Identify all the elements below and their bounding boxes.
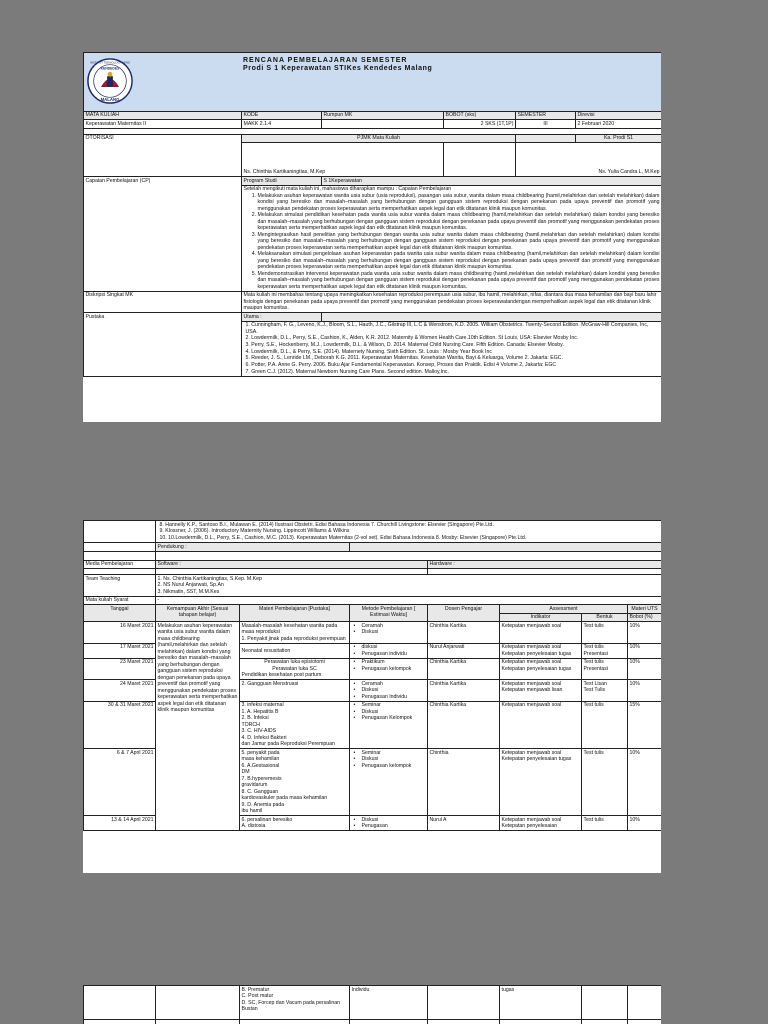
course-name: Keperawatan Maternitas II — [84, 120, 242, 129]
pustaka-row: Pustaka Utama : — [84, 313, 662, 322]
revision-date: 2 Februari 2020 — [576, 120, 662, 129]
course-credits: 2 SKS (1T,1P) — [444, 120, 516, 129]
schedule-row: B. Prematur C. Post matur D. SC, Forcep dan Vacum pada persalinan Bustan Individu tugas — [84, 986, 662, 1020]
rps-continuation-table: 8. Hannelly K.P., Santoso B.I., Mulawan E. (2014) Ilustrasi Obstetri. Edisi Bahasa Indonesia 7. Churchill Livingstone: Elsevier (Singapore) Pte.Ltd. 9. Klossner, J. (2006). Introductory Maternity Nursing. Lippincott Williams & Wilkins 10. 10.Lowdermilk, D.L., Perry, S.E., Cashion, M.C. (2013). Keperawatan Maternitas (2-vol set). Edisi Bahasa Indonesia 8. Mosby: Elsevier (Singapore) Pte.Ltd. Pendukung : Media Pembelajaran Software : Hardware : Team Teaching 1. Ns. Chinthia Kartikaningtias, S.Kep. M.Kep 2. NS Nurul Anjarwati, Sp.An 3. Nikmatin, SST, M.M.Kes Mata kuliah Syarat - Tanggal Kemampuan Akhir (Sesuai tahapan belajar) Materi Pembelajaran [Pustaka] Metode Pembelajaran [ Estimasi Waktu] Dosen Pengajar Assessment Materi UTS Indikator Bentuk Bobot (%) 16 Maret 2021 Melakukan asuhan keperawatan wanita usia subur wanita dalam masa childbearing (hamil,melahirkan dan setelah melahirkan) dalam kondisi yang beresiko dan masalah–masalah yang berhubungan dengan gangguan sistem reproduksi dengan penekanan pada upaya preventif dan promotif yang menggunakan pendekatan proses keperawatan serta memperhatikan aspek legal dan etik ditatanan klinik maupun komunitas Masalah-masalah kesehatan wanita pada masa reproduksi 1. Penyakit jinak pada reproduksi perempuan • Ceramah • Diskusi Chinthia Kartika Ketepatan menjawab soal Test tulis 10% 17 Maret 2021 Neonatal resusitation • diskusi • Penugasan individu Nurul Anjarwati Ketepatan menjawab soal Ketepatan penyelesaian tugas Test tulis Presentasi 10% 23 Maret 2021 Perawatan luka episiotomi Perawatan luka SC Pendidikan kesehatan post partum • Praktikum • Penugasan kelompok Chinthia Kartika Ketepatan menjawab soal Ketepatan penyelesaian tugas Test tulis Presentasi 10% 24 Maret 2021 2. Gangguan Menstruasi • Ceramah • Diskusi • Penugasan Individu Chinthia Kartika Ketepatan menjawab soal Ketepatan menjawab lisan Test Lisan Test Tulis 10% 30 & 31 Maret 2021 3. infeksi maternal 1. A. Hepatitis B 2. B. Infeksi TORCH 3. C. HIV-AIDS 4. D. Infeksi Bakteri dan Jamur pada Reproduksi Perempuan • Seminar • Diskusi • Penugasan Kelompok Chinthia Kartika Ketepatan menjawab soal Test tulis 15% 6 & 7 April 2021 5. penyakit pada masa kehamilan 6. A.Gestasional DM 7. B.hyperemesis gravidarum 8. C. Gangguan kardiovaskuler pada masa kehamilan 9. D. Anemia pada ibu hamil • Seminar • Diskusi • Penugasan kelompok Chinthia Ketepatan menjawab soal Ketepatan penyelesaian tugas Test tulis 10% 13 & 14 April 2021 6. persalinan beresiko A. distosia • Diskusi • Penugasan Nurul A Ketepatan menjawab soal Ketepatan penyelesaian Test tulis 10% — [83, 520, 661, 831]
reference-item: 5. Reeder, J. S., Lenride LM., Deborah K.G. 2011. Keperawatan Maternitas. Kesehatan Wanita, Bayi & Keluarga, Volume 2. Jakarta: EGC. — [245, 355, 563, 362]
description-row: Diskripsi Singkat MK Mata kuliah ini membahas tentang upaya meningkatkan kesehatan reproduksi perempuan usia subur, ibu hamil, melahirkan, nifas, diantara dua masa kehamilan dan bayi baru lahir fisiologis dengan penekanan pada upaya preventif dan promotif yang menggunakan pendekatan proses keperawatandengan memperhatikan aspek legal dan etik ditatanan klinik maupun komunitas. — [84, 291, 662, 313]
cp-item: 4. Melaksanakan simulasi pengelolaan asuhan keperawatan pada wanita usia subur wanita dalam masa childbearing (hamil,melahirkan dan setelah melahirkan) dalam kondisi yang beresiko dan masalah–masalah yang berhubungan dengan gangguan sistem reproduksi dengan penekanan pada upaya preventif dan promotif yang menggunakan pendekatan proses keperawatan serta memperhatikan aspek legal dan etik ditatanan klinik maupun komunitas. — [258, 251, 660, 271]
document-page-2 — [83, 520, 661, 873]
document-title: RENCANA PEMBELAJARAN SEMESTER — [243, 56, 408, 64]
document-page-3 — [83, 985, 661, 1024]
reference-item: 2. Lowdermilk, D.L., Perry, S.E., Cashion, K., Alden, K.R. 2012. Maternity & Women Health Care.10th Edition. St Louis, USA: Elsevier Mosby Inc. — [245, 335, 579, 342]
otorisasi-label: OTORISASI — [84, 134, 242, 177]
reference-item: 8. Hannelly K.P., Santoso B.I., Mulawan E. (2014) Ilustrasi Obstetri. Edisi Bahasa Indonesia 7. Churchill Livingstone: Elsevier (Singapore) Pte.Ltd. — [159, 521, 494, 528]
cp-item: 5. Mendemonstrasikan intervensi keperawatan pada wanita usia subur wanita dalam masa childbearing (hamil,melahirkan dan setelah melahirkan) dalam kondisi yang beresiko dan masalah–masalah yang berhubungan dengan gangguan sistem reproduksi dengan penekanan pada upaya preventif dan promotif yang menggunakan pendekatan proses keperawatan serta memperhatikan aspek legal dan etik ditatanan klinik maupun komunitas. — [258, 271, 660, 291]
course-description: Mata kuliah ini membahas tentang upaya meningkatkan kesehatan reproduksi perempuan usia subur, ibu hamil, melahirkan, nifas, diantara dua masa kehamilan dan bayi baru lahir fisiologis dengan penekanan pada upaya preventif dan promotif yang menggunakan pendekatan proses keperawatandengan memperhatikan aspek legal dan etik ditatanan klinik maupun komunitas. — [242, 291, 662, 313]
pjmk-signatory: Ns. Chinthia Kartikaningtias, M.Kep — [242, 143, 444, 177]
reference-list — [244, 322, 660, 375]
schedule-subheader-row: Indikator Bentuk Bobot (%) — [84, 613, 662, 622]
reference-item: 10. 10.Lowdermilk, D.L., Perry, S.E., Cashion, M.C. (2013). Keperawatan Maternitas (2-vol set). Edisi Bahasa Indonesia 8. Mosby: Elsevier (Singapore) Pte.Ltd. — [159, 534, 527, 541]
otorisasi-row: OTORISASI PJMK Mata Kuliah Ka. Prodi S1 — [84, 134, 662, 143]
svg-text:INSTITUT TEKNOLOGI SAINS: INSTITUT TEKNOLOGI SAINS — [89, 60, 130, 65]
reference-item: 9. Klossner, J. (2006). Introductory Maternity Nursing. Lippincott Williams & Wilkins — [159, 528, 350, 535]
schedule-row: 24 Maret 2021 2. Gangguan Menstruasi • Ceramah • Diskusi • Penugasan Individu Chinthia Kartika Ketepatan menjawab soal Ketepatan menjawab lisan Test Lisan Test Tulis 10% — [84, 680, 662, 702]
schedule-row: 16 Maret 2021 Melakukan asuhan keperawatan wanita usia subur wanita dalam masa childbearing (hamil,melahirkan dan setelah melahirkan) dalam kondisi yang beresiko dan masalah–masalah yang berhubungan dengan gangguan sistem reproduksi dengan penekanan pada upaya preventif dan promotif yang menggunakan pendekatan proses keperawatan serta memperhatikan aspek legal dan etik ditatanan klinik maupun komunitas Masalah-masalah kesehatan wanita pada masa reproduksi 1. Penyakit jinak pada reproduksi perempuan • Ceramah • Diskusi Chinthia Kartika Ketepatan menjawab soal Test tulis 10% — [84, 622, 662, 644]
reference-item: 7. Green C.J. (2012). Maternal Newborn Nursing Care Plans. Second edition. Malloy,Inc. — [245, 368, 449, 375]
reference-item: 6. Potter, P.A. Anne G. Perry. 2006. Buku Ajar Fundamental Keperawatan. Konsep, Proses dan Praktik. Edisi 4 Volume 2, Jakarta: EGC — [245, 361, 557, 368]
kemampuan-akhir: Melakukan asuhan keperawatan wanita usia subur wanita dalam masa childbearing (hamil,melahirkan dan setelah melahirkan) dalam kondisi yang beresiko dan masalah–masalah yang berhubungan dengan gangguan sistem reproduksi dengan penekanan pada upaya preventif dan promotif yang menggunakan pendekatan proses keperawatan serta memperhatikan aspek legal dan etik ditatanan klinik maupun komunitas — [156, 622, 240, 831]
cp-list — [244, 193, 660, 291]
schedule-row: 6 & 7 April 2021 5. penyakit pada masa kehamilan 6. A.Gestasional DM 7. B.hyperemesis gravidarum 8. C. Gangguan kardiovaskuler pada masa kehamilan 9. D. Anemia pada ibu hamil • Seminar • Diskusi • Penugasan kelompok Chinthia Ketepatan menjawab soal Ketepatan penyelesaian tugas Test tulis 10% — [84, 749, 662, 816]
reference-item: 1. Cunningham, F. G., Leveno, K.J., Bloom, S.L., Hauth, J.C., Gilstrap III, L.C & Wenstrom, K.D. 2005. William Obstetrics. Twenty-Second Edition. McGraw-Hill Companies, Inc, USA. — [245, 322, 649, 335]
course-semester: III — [516, 120, 576, 129]
kaprodi-signatory: Ns. Yulia Candra L, M.Kep — [516, 143, 662, 177]
cp-item: 3. Mengintegrasikan hasil penelitian yang berhubungan dengan wanita usia subur wanita dalam masa childbearing (hamil,melahirkan dan setelah melahirkan) dalam kondisi yang beresiko dan masalah–masalah yang berhubungan dengan gangguan sistem reproduksi dengan penekanan pada upaya preventif dan promotif yang menggunakan pendekatan proses keperawatan serta memperhatikan aspek legal dan etik ditatanan klinik maupun komunitas. — [258, 232, 660, 252]
course-header-row: MATA KULIAH KODE Rumpun MK BOBOT (sks) SEMESTER Direvisi — [84, 111, 662, 120]
cp-row: Capaian Pembelajaran (CP) Program Studi S 1Keperawatan — [84, 177, 662, 186]
reference-item: 4. Lowdermilk, D.L., & Perry, S.E. (2014). Maternety Nursing. Sixth Edition. St. Louis : Mosby Year Book Inc — [245, 348, 492, 355]
cp-item: 1. Melakukan asuhan keperawatan wanita usia subur (usia reproduksi), pasangan usia subur, wanita dalam masa childbearing (hamil,melahirkan dan setelah melahirkan) dalam kondisi yang beresiko dan masalah–masalah yang berhubungan dengan gangguan sistem reproduksi dengan penekanan pada upaya preventif dan promotif yang menggunakan pendekatan proses keperawatan serta memperhatikan aspek legal dan etik ditatanan klinik maupun komunitas. — [258, 193, 660, 213]
course-values-row — [84, 120, 662, 129]
schedule-continuation-table — [83, 985, 661, 1024]
document-page-1 — [83, 52, 661, 422]
team-member: 2. NS Nurul Anjarwati, Sp.An — [157, 582, 224, 589]
schedule-row: 17 Maret 2021 Neonatal resusitation • diskusi • Penugasan individu Nurul Anjarwati Ketepatan menjawab soal Ketepatan penyelesaian tugas Test tulis Presentasi 10% — [84, 643, 662, 658]
schedule-row: 30 & 31 Maret 2021 3. infeksi maternal 1. A. Hepatitis B 2. B. Infeksi TORCH 3. C. HIV-AIDS 4. D. Infeksi Bakteri dan Jamur pada Reproduksi Perempuan • Seminar • Diskusi • Penugasan Kelompok Chinthia Kartika Ketepatan menjawab soal Test tulis 15% — [84, 701, 662, 749]
svg-text:MALANG: MALANG — [100, 96, 119, 102]
schedule-header-row: Tanggal Kemampuan Akhir (Sesuai tahapan belajar) Materi Pembelajaran [Pustaka] Metode Pembelajaran [ Estimasi Waktu] Dosen Pengajar Assessment Materi UTS — [84, 605, 662, 614]
document-subtitle: Prodi S 1 Keperawatan STIKes Kendedes Malang — [243, 65, 433, 73]
course-code: MAKK 2.1.4 — [242, 120, 322, 129]
rps-header-table: INSTITUT TEKNOLOGI SAINS KENDEDES MALANG RENCANA PEMBELAJARAN SEMESTER Prodi S 1 Keperawatan STIKes Kendedes Malang MATA KULIAH KODE Rumpun MK BOBOT (sks) SEMESTER Direvisi Keperawatan Maternitas II MAKK 2.1.4 2 SKS (1T,1P) III 2 Februari 2020 OTORISASI PJMK Mata Kuliah Ka. Prodi S1 Ns. Chinthia Kartikaningtias, M.Kep Ns. Yulia Candra L, M.Kep Capaian Pembelajaran (CP) Program Studi S 1Keperawatan Setelah mengikuti mata kuliah ini, mahasiswa diharapkan mampu : Capaian Pembelajaran 1. Melakukan asuhan keperawatan wanita usia subur (usia reproduksi), pasangan usia subur, wanita dalam masa childbearing (hamil,melahirkan dan setelah melahirkan) dalam kondisi yang beresiko dan masalah–masalah yang berhubungan dengan gangguan sistem reproduksi dengan penekanan pada upaya preventif dan promotif yang menggunakan pendekatan proses keperawatan serta memperhatikan aspek legal dan etik ditatanan klinik maupun komunitas. 2. Melakukan simulasi pendidikan kesehatan pada wanita usia subur wanita dalam masa childbearing (hamil,melahirkan dan setelah melahirkan) dalam kondisi yang beresiko dan masalah–masalah yang berhubungan dengan gangguan sistem reproduksi dengan penekanan pada upaya preventif dan promotif yang menggunakan pendekatan proses keperawatan serta memperhatikan aspek legal dan etik ditatanan klinik maupun komunitas. 3. Mengintegrasikan hasil penelitian yang berhubungan dengan wanita usia subur wanita dalam masa childbearing (hamil,melahirkan dan setelah melahirkan) dalam kondisi yang beresiko dan masalah–masalah yang berhubungan dengan gangguan sistem reproduksi dengan penekanan pada upaya preventif dan promotif yang menggunakan pendekatan proses keperawatan serta memperhatikan aspek legal dan etik ditatanan klinik maupun komunitas. 4. Melaksanakan simulasi pengelolaan asuhan keperawatan pada wanita usia subur wanita dalam masa childbearing (hamil,melahirkan dan setelah melahirkan) dalam kondisi yang beresiko dan masalah–masalah yang berhubungan dengan gangguan sistem reproduksi dengan penekanan pada upaya preventif dan promotif yang menggunakan pendekatan proses keperawatan serta memperhatikan aspek legal dan etik ditatanan klinik maupun komunitas. 5. Mendemonstrasikan intervensi keperawatan pada wanita usia subur wanita dalam masa childbearing (hamil,melahirkan dan setelah melahirkan) dalam kondisi yang beresiko dan masalah–masalah yang berhubungan dengan gangguan sistem reproduksi dengan penekanan pada upaya preventif dan promotif yang menggunakan pendekatan proses keperawatan serta memperhatikan aspek legal dan etik ditatanan klinik maupun komunitas. Diskripsi Singkat MK Mata kuliah ini membahas tentang upaya meningkatkan kesehatan reproduksi perempuan usia subur, ibu hamil, melahirkan, nifas, diantara dua masa kehamilan dan bayi baru lahir fisiologis dengan penekanan pada upaya preventif dan promotif yang menggunakan pendekatan proses keperawatandengan memperhatikan aspek legal dan etik ditatanan klinik maupun komunitas. Pustaka Utama : 1. Cunningham, F. G., Leveno, K.J., Bloom, S.L., Hauth, J.C., Gilstrap III, L.C & Wenstrom, K.D. 2005. William Obstetrics. Twenty-Second Edition. McGraw-Hill Companies, Inc, USA. 2. Lowdermilk, D.L., Perry, S.E., Cashion, K., Alden, K.R. 2012. Maternity & Women Health Care.10th Edition. St Louis, USA: Elsevier Mosby Inc. 3. Perry, S.E., Hockenberry, M.J., Lowdermilk, D.L. & Wilson, D. 2014. Maternal Child Nursing Care. Fifth Edition. Canada: Elsevier Mosby. 4. Lowdermilk, D.L., & Perry, S.E. (2014). Maternety Nursing. Sixth Edition. St. Louis : Mosby Year Book Inc 5. Reeder, J. S., Lenride LM., Deborah K.G. 2011. Keperawatan Maternitas. Kesehatan Wanita, Bayi & Keluarga, Volume 2. Jakarta: EGC. 6. Potter, P.A. Anne G. Perry. 2006. Buku Ajar Fundamental Keperawatan. Konsep, Proses dan Praktik. Edisi 4 Volume 2, Jakarta: EGC 7. Green C.J. (2012). Maternal Newborn Nursing Care Plans. Second edition. Malloy,Inc. — [83, 52, 661, 377]
syarat-row: Mata kuliah Syarat - — [84, 596, 662, 605]
kendedes-seal-logo — [86, 57, 134, 105]
team-teaching-row: Team Teaching 1. Ns. Chinthia Kartikaningtias, S.Kep. M.Kep 2. NS Nurul Anjarwati, Sp.An 3. Nikmatin, SST, M.M.Kes — [84, 575, 662, 597]
svg-text:KENDEDES: KENDEDES — [100, 65, 119, 70]
schedule-row: 23 Maret 2021 Perawatan luka episiotomi Perawatan luka SC Pendidikan kesehatan post partum • Praktikum • Penugasan kelompok Chinthia Kartika Ketepatan menjawab soal Ketepatan penyelesaian tugas Test tulis Presentasi 10% — [84, 658, 662, 680]
cp-item: 2. Melakukan simulasi pendidikan kesehatan pada wanita usia subur wanita dalam masa childbearing (hamil,melahirkan dan setelah melahirkan) dalam kondisi yang beresiko dan masalah–masalah yang berhubungan dengan gangguan sistem reproduksi dengan penekanan pada upaya preventif dan promotif yang menggunakan pendekatan proses keperawatan serta memperhatikan aspek legal dan etik ditatanan klinik maupun komunitas. — [258, 212, 660, 232]
reference-item: 3. Perry, S.E., Hockenberry, M.J., Lowdermilk, D.L. & Wilson, D. 2014. Maternal Child Nursing Care. Fifth Edition. Canada: Elsevier Mosby. — [245, 341, 564, 348]
team-member: 1. Ns. Chinthia Kartikaningtias, S.Kep. M.Kep — [157, 575, 262, 582]
team-member: 3. Nikmatin, SST, M.M.Kes — [157, 588, 220, 595]
schedule-row: 13 & 14 April 2021 6. persalinan beresiko A. distosia • Diskusi • Penugasan Nurul A Ketepatan menjawab soal Ketepatan penyelesaian Test tulis 10% — [84, 816, 662, 831]
media-row: Media Pembelajaran Software : Hardware : — [84, 560, 662, 569]
reference-list-cont — [158, 522, 660, 542]
